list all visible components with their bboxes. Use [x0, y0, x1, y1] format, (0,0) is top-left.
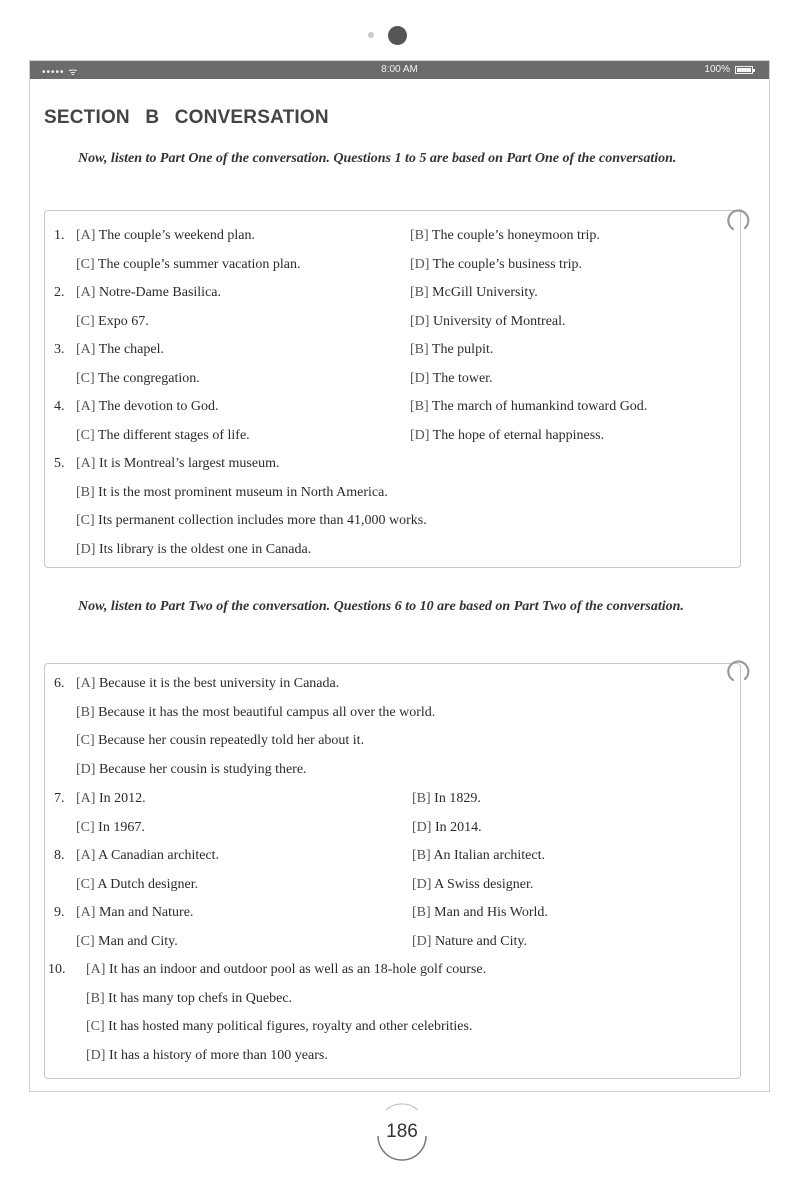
option-letter: [B]	[410, 285, 429, 300]
option-text: Expo 67.	[94, 313, 149, 329]
option-text: Its permanent collection includes more than 41,000 works.	[94, 513, 427, 529]
option-text: Notre-Dame Basilica.	[95, 285, 221, 300]
signal-indicator: ••••• ᯤ	[42, 67, 79, 78]
option-a[interactable]	[76, 283, 221, 303]
option-letter: [A]	[76, 399, 96, 414]
option-c[interactable]	[76, 369, 200, 389]
option-text: The pulpit.	[428, 342, 494, 357]
option-d[interactable]	[410, 312, 566, 332]
option-d[interactable]	[410, 255, 582, 275]
option-d[interactable]	[76, 760, 307, 780]
option-letter: [C]	[76, 513, 95, 529]
option-letter: [A]	[76, 676, 96, 691]
option-text: Because it has the most beautiful campus all over the world.	[94, 704, 436, 720]
option-text: Because her cousin repeatedly told her about it.	[94, 733, 365, 749]
question-number: 3.	[54, 342, 65, 357]
instruction-part-two: Now, listen to Part Two of the conversation. Questions 6 to 10 are based on Part Two of the conversation.	[78, 599, 684, 614]
option-b[interactable]	[410, 283, 538, 303]
option-d[interactable]	[412, 932, 527, 952]
option-a[interactable]	[76, 846, 219, 866]
option-text: It has an indoor and outdoor pool as well as an 18-hole golf course.	[105, 962, 487, 977]
option-letter: [B]	[412, 905, 431, 920]
option-letter: [A]	[76, 905, 96, 920]
option-letter: [D]	[412, 819, 432, 835]
option-text: It is Montreal’s largest museum.	[95, 456, 280, 471]
option-letter: [B]	[76, 484, 95, 500]
option-d[interactable]	[412, 818, 482, 838]
option-letter: [C]	[76, 876, 95, 892]
status-bar	[30, 61, 769, 79]
option-text: The congregation.	[94, 370, 200, 386]
option-letter: [B]	[76, 704, 95, 720]
option-text: The couple’s honeymoon trip.	[428, 228, 600, 243]
option-c[interactable]	[76, 426, 250, 446]
option-letter: [B]	[410, 342, 429, 357]
option-letter: [A]	[76, 791, 96, 806]
option-text: In 1967.	[94, 819, 145, 835]
option-letter: [D]	[410, 370, 430, 386]
option-letter: [D]	[412, 933, 432, 949]
option-text: The couple’s summer vacation plan.	[94, 256, 301, 272]
option-text: The couple’s weekend plan.	[95, 228, 255, 243]
option-d[interactable]	[410, 369, 493, 389]
option-b[interactable]	[76, 483, 388, 503]
option-letter: [C]	[76, 370, 95, 386]
option-c[interactable]	[76, 731, 364, 751]
option-text: In 2014.	[431, 819, 482, 835]
option-a[interactable]	[76, 674, 339, 694]
option-letter: [B]	[86, 990, 105, 1006]
question-number: 7.	[54, 791, 65, 806]
clock: 8:00 AM	[381, 64, 418, 75]
option-c[interactable]	[76, 875, 198, 895]
option-letter: [D]	[86, 1048, 106, 1064]
option-letter: [D]	[76, 542, 96, 558]
option-text: A Canadian architect.	[95, 848, 220, 863]
option-text: In 1829.	[430, 791, 481, 806]
option-text: A Swiss designer.	[431, 876, 534, 892]
option-letter: [A]	[76, 848, 96, 863]
option-letter: [A]	[76, 456, 96, 471]
option-text: The different stages of life.	[94, 427, 250, 443]
option-text: It has a history of more than 100 years.	[105, 1048, 328, 1064]
option-text: McGill University.	[428, 285, 538, 300]
option-letter: [C]	[76, 933, 95, 949]
option-text: The march of humankind toward God.	[428, 399, 648, 414]
option-b[interactable]	[412, 846, 545, 866]
option-c[interactable]	[76, 312, 149, 332]
option-b[interactable]	[410, 397, 647, 417]
page-number: 186	[386, 1121, 418, 1142]
option-letter: [C]	[86, 1019, 105, 1035]
page-number-badge-icon	[372, 1100, 432, 1162]
option-text: The hope of eternal happiness.	[429, 427, 605, 443]
option-c[interactable]	[76, 511, 427, 531]
option-c[interactable]	[86, 1017, 472, 1037]
option-letter: [B]	[412, 791, 431, 806]
option-text: In 2012.	[95, 791, 146, 806]
option-b[interactable]	[76, 703, 435, 723]
option-b[interactable]	[412, 903, 548, 923]
option-letter: [A]	[76, 342, 96, 357]
option-letter: [C]	[76, 427, 95, 443]
option-letter: [C]	[76, 313, 95, 329]
option-letter: [D]	[412, 876, 432, 892]
option-letter: [C]	[76, 733, 95, 749]
option-text: Man and City.	[94, 933, 178, 949]
option-a[interactable]	[76, 226, 255, 246]
option-letter: [A]	[86, 962, 106, 977]
option-a[interactable]	[76, 903, 193, 923]
option-letter: [D]	[410, 313, 430, 329]
option-a[interactable]	[76, 789, 146, 809]
replay-icon[interactable]	[725, 658, 751, 684]
option-d[interactable]	[412, 875, 533, 895]
camera-dot	[388, 26, 407, 45]
option-letter: [C]	[76, 819, 95, 835]
option-text: Its library is the oldest one in Canada.	[95, 542, 312, 558]
option-d[interactable]	[86, 1046, 328, 1066]
option-text: An Italian architect.	[430, 848, 545, 863]
section-title: SECTION B CONVERSATION	[44, 107, 329, 128]
question-number: 2.	[54, 285, 65, 300]
battery-icon	[735, 66, 753, 74]
option-letter: [A]	[76, 228, 96, 243]
option-d[interactable]	[410, 426, 604, 446]
option-text: The devotion to God.	[95, 399, 219, 414]
option-a[interactable]	[76, 397, 218, 417]
option-text: Because it is the best university in Canada.	[95, 676, 340, 691]
option-text: Nature and City.	[431, 933, 527, 949]
option-letter: [C]	[76, 256, 95, 272]
option-text: Man and Nature.	[95, 905, 194, 920]
question-number: 1.	[54, 228, 65, 243]
option-letter: [B]	[412, 848, 431, 863]
question-number: 5.	[54, 456, 65, 471]
option-letter: [B]	[410, 399, 429, 414]
option-letter: [D]	[76, 762, 96, 778]
option-letter: [B]	[410, 228, 429, 243]
question-number: 9.	[54, 905, 65, 920]
question-number: 8.	[54, 848, 65, 863]
option-text: Man and His World.	[430, 905, 548, 920]
option-text: The couple’s business trip.	[429, 256, 582, 272]
option-c[interactable]	[76, 255, 300, 275]
instruction-part-one: Now, listen to Part One of the conversation. Questions 1 to 5 are based on Part One of the conversation.	[78, 151, 677, 166]
option-text: A Dutch designer.	[94, 876, 199, 892]
option-text: University of Montreal.	[429, 313, 566, 329]
option-letter: [D]	[410, 256, 430, 272]
battery-percent: 100%	[704, 64, 730, 75]
question-number: 6.	[54, 676, 65, 691]
question-number: 10.	[48, 962, 66, 977]
camera-dot-small	[368, 32, 374, 38]
option-a[interactable]	[76, 340, 164, 360]
option-b[interactable]	[410, 226, 600, 246]
option-b[interactable]	[412, 789, 481, 809]
option-text: The chapel.	[95, 342, 164, 357]
battery-indicator	[704, 64, 753, 75]
option-d[interactable]	[76, 540, 311, 560]
question-number: 4.	[54, 399, 65, 414]
option-a[interactable]	[76, 454, 280, 474]
option-letter: [D]	[410, 427, 430, 443]
option-b[interactable]	[86, 989, 292, 1009]
option-text: It has hosted many political figures, royalty and other celebrities.	[104, 1019, 473, 1035]
option-a[interactable]	[86, 960, 486, 980]
option-text: It has many top chefs in Quebec.	[104, 990, 293, 1006]
option-text: Because her cousin is studying there.	[95, 762, 307, 778]
option-b[interactable]	[410, 340, 493, 360]
replay-icon[interactable]	[725, 207, 751, 233]
option-c[interactable]	[76, 932, 178, 952]
option-text: It is the most prominent museum in North America.	[94, 484, 388, 500]
option-letter: [A]	[76, 285, 96, 300]
option-c[interactable]	[76, 818, 145, 838]
option-text: The tower.	[429, 370, 493, 386]
